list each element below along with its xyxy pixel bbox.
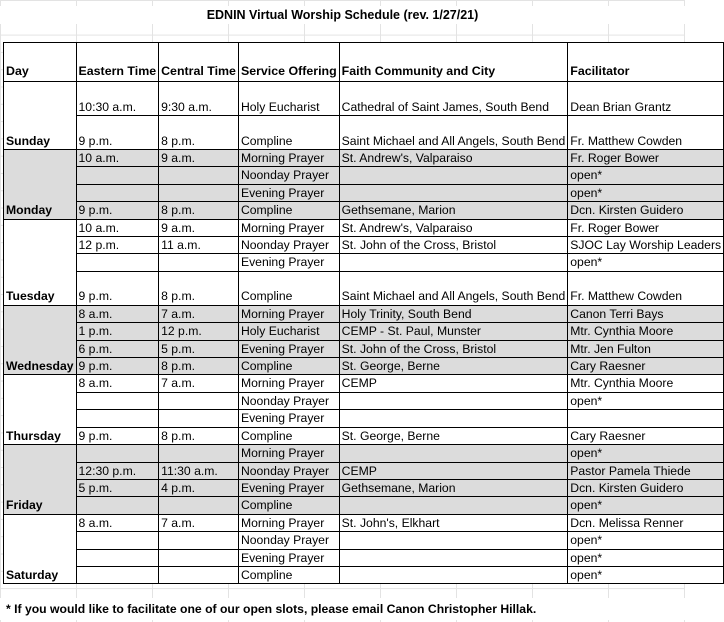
- table-row: [4, 410, 724, 427]
- community-cell: [339, 184, 568, 201]
- eastern-cell: 10:30 a.m.: [76, 82, 159, 116]
- eastern-cell: 12:30 p.m.: [76, 462, 159, 479]
- service-cell: Noonday Prayer: [238, 532, 339, 549]
- service-cell: Holy Eucharist: [238, 323, 339, 340]
- table-row: [4, 184, 724, 201]
- table-row: [4, 237, 724, 254]
- facilitator-cell: open*: [568, 254, 724, 271]
- facilitator-cell: Canon Terri Bays: [568, 305, 724, 322]
- day-cell: Wednesday: [4, 305, 77, 375]
- central-cell: [159, 410, 239, 427]
- eastern-cell: [76, 566, 159, 583]
- table-row: [4, 323, 724, 340]
- eastern-cell: 1 p.m.: [76, 323, 159, 340]
- table-row: [4, 340, 724, 357]
- day-cell: Sunday: [4, 82, 77, 150]
- facilitator-cell: Dcn. Melissa Renner: [568, 514, 724, 531]
- central-cell: [159, 167, 239, 184]
- central-cell: [159, 497, 239, 514]
- facilitator-cell: Fr. Roger Bower: [568, 150, 724, 167]
- community-cell: Cathedral of Saint James, South Bend: [339, 82, 568, 116]
- eastern-cell: 8 a.m.: [76, 514, 159, 531]
- central-cell: 7 a.m.: [159, 375, 239, 392]
- community-cell: St. Andrew's, Valparaiso: [339, 150, 568, 167]
- eastern-cell: 9 p.m.: [76, 202, 159, 219]
- service-cell: Morning Prayer: [238, 375, 339, 392]
- eastern-cell: [76, 410, 159, 427]
- eastern-cell: 9 p.m.: [76, 271, 159, 305]
- central-cell: 8 p.m.: [159, 427, 239, 444]
- community-cell: [339, 497, 568, 514]
- service-cell: Evening Prayer: [238, 549, 339, 566]
- table-row: [4, 566, 724, 583]
- service-cell: Evening Prayer: [238, 254, 339, 271]
- eastern-cell: [76, 392, 159, 409]
- facilitator-cell: Pastor Pamela Thiede: [568, 462, 724, 479]
- eastern-cell: 10 a.m.: [76, 150, 159, 167]
- community-cell: St. John's, Elkhart: [339, 514, 568, 531]
- community-cell: Holy Trinity, South Bend: [339, 305, 568, 322]
- table-row: [4, 514, 724, 531]
- central-cell: [159, 566, 239, 583]
- service-cell: Evening Prayer: [238, 340, 339, 357]
- day-cell: Friday: [4, 445, 77, 515]
- service-cell: Compline: [238, 358, 339, 375]
- footer-note: * If you would like to facilitate one of our open slots, please email Canon Christopher Hillak.: [0, 598, 685, 620]
- eastern-cell: [76, 549, 159, 566]
- service-cell: Evening Prayer: [238, 410, 339, 427]
- eastern-cell: 5 p.m.: [76, 479, 159, 496]
- eastern-cell: [76, 532, 159, 549]
- facilitator-cell: [568, 410, 724, 427]
- service-cell: Holy Eucharist: [238, 82, 339, 116]
- central-cell: [159, 532, 239, 549]
- community-cell: Gethsemane, Marion: [339, 202, 568, 219]
- day-cell: Saturday: [4, 514, 77, 584]
- central-cell: 9 a.m.: [159, 219, 239, 236]
- schedule-body: [4, 82, 724, 584]
- central-cell: 7 a.m.: [159, 514, 239, 531]
- community-cell: [339, 532, 568, 549]
- community-cell: St. George, Berne: [339, 358, 568, 375]
- service-cell: Noonday Prayer: [238, 237, 339, 254]
- community-cell: St. John of the Cross, Bristol: [339, 237, 568, 254]
- service-cell: Evening Prayer: [238, 184, 339, 201]
- eastern-cell: [76, 167, 159, 184]
- facilitator-cell: open*: [568, 497, 724, 514]
- central-cell: 7 a.m.: [159, 305, 239, 322]
- page-title: EDNIN Virtual Worship Schedule (rev. 1/27/21): [0, 6, 685, 24]
- table-row: [4, 497, 724, 514]
- service-cell: Morning Prayer: [238, 445, 339, 462]
- community-cell: St. George, Berne: [339, 427, 568, 444]
- table-row: [4, 358, 724, 375]
- day-cell: Tuesday: [4, 219, 77, 305]
- eastern-cell: 9 p.m.: [76, 427, 159, 444]
- facilitator-cell: Dcn. Kirsten Guidero: [568, 479, 724, 496]
- facilitator-cell: Mtr. Jen Fulton: [568, 340, 724, 357]
- table-row: [4, 150, 724, 167]
- central-cell: 8 p.m.: [159, 358, 239, 375]
- central-cell: 8 p.m.: [159, 202, 239, 219]
- facilitator-cell: Fr. Roger Bower: [568, 219, 724, 236]
- community-cell: [339, 445, 568, 462]
- service-cell: Morning Prayer: [238, 150, 339, 167]
- central-cell: 9 a.m.: [159, 150, 239, 167]
- table-row: [4, 462, 724, 479]
- table-row: [4, 549, 724, 566]
- table-row: [4, 427, 724, 444]
- community-cell: Gethsemane, Marion: [339, 479, 568, 496]
- central-cell: 11:30 a.m.: [159, 462, 239, 479]
- community-cell: Saint Michael and All Angels, South Bend: [339, 271, 568, 305]
- header-facilitator: Facilitator: [568, 43, 724, 82]
- community-cell: Saint Michael and All Angels, South Bend: [339, 116, 568, 150]
- central-cell: [159, 445, 239, 462]
- central-cell: 12 p.m.: [159, 323, 239, 340]
- facilitator-cell: Dcn. Kirsten Guidero: [568, 202, 724, 219]
- service-cell: Evening Prayer: [238, 479, 339, 496]
- eastern-cell: 8 a.m.: [76, 375, 159, 392]
- table-row: [4, 305, 724, 322]
- central-cell: 5 p.m.: [159, 340, 239, 357]
- central-cell: 11 a.m.: [159, 237, 239, 254]
- eastern-cell: 10 a.m.: [76, 219, 159, 236]
- service-cell: Compline: [238, 116, 339, 150]
- facilitator-cell: open*: [568, 566, 724, 583]
- table-row: [4, 445, 724, 462]
- facilitator-cell: open*: [568, 167, 724, 184]
- community-cell: [339, 392, 568, 409]
- service-cell: Compline: [238, 427, 339, 444]
- service-cell: Compline: [238, 497, 339, 514]
- table-row: [4, 375, 724, 392]
- service-cell: Noonday Prayer: [238, 462, 339, 479]
- community-cell: CEMP - St. Paul, Munster: [339, 323, 568, 340]
- central-cell: 8 p.m.: [159, 116, 239, 150]
- facilitator-cell: open*: [568, 184, 724, 201]
- service-cell: Compline: [238, 271, 339, 305]
- facilitator-cell: Dean Brian Grantz: [568, 82, 724, 116]
- central-cell: 4 p.m.: [159, 479, 239, 496]
- community-cell: [339, 410, 568, 427]
- table-row: [4, 271, 724, 305]
- table-row: [4, 392, 724, 409]
- facilitator-cell: open*: [568, 549, 724, 566]
- eastern-cell: [76, 497, 159, 514]
- facilitator-cell: Fr. Matthew Cowden: [568, 271, 724, 305]
- eastern-cell: [76, 445, 159, 462]
- eastern-cell: 9 p.m.: [76, 358, 159, 375]
- community-cell: [339, 254, 568, 271]
- day-cell: Thursday: [4, 375, 77, 445]
- table-row: [4, 532, 724, 549]
- facilitator-cell: open*: [568, 532, 724, 549]
- community-cell: St. Andrew's, Valparaiso: [339, 219, 568, 236]
- service-cell: Noonday Prayer: [238, 167, 339, 184]
- table-row: [4, 219, 724, 236]
- central-cell: [159, 549, 239, 566]
- header-row: [4, 43, 724, 82]
- service-cell: Compline: [238, 202, 339, 219]
- central-cell: [159, 254, 239, 271]
- community-cell: [339, 549, 568, 566]
- eastern-cell: 9 p.m.: [76, 116, 159, 150]
- central-cell: 8 p.m.: [159, 271, 239, 305]
- day-cell: Monday: [4, 150, 77, 220]
- facilitator-cell: open*: [568, 392, 724, 409]
- header-day: Day: [4, 43, 77, 82]
- header-central-time: Central Time: [159, 43, 239, 82]
- service-cell: Morning Prayer: [238, 219, 339, 236]
- community-cell: CEMP: [339, 375, 568, 392]
- header-faith-community: Faith Community and City: [339, 43, 568, 82]
- eastern-cell: 6 p.m.: [76, 340, 159, 357]
- eastern-cell: [76, 184, 159, 201]
- table-row: [4, 82, 724, 116]
- schedule-table: [3, 42, 724, 584]
- central-cell: 9:30 a.m.: [159, 82, 239, 116]
- facilitator-cell: open*: [568, 445, 724, 462]
- table-row: [4, 479, 724, 496]
- service-cell: Morning Prayer: [238, 305, 339, 322]
- facilitator-cell: Mtr. Cynthia Moore: [568, 375, 724, 392]
- facilitator-cell: SJOC Lay Worship Leaders: [568, 237, 724, 254]
- eastern-cell: 12 p.m.: [76, 237, 159, 254]
- header-service-offering: Service Offering: [238, 43, 339, 82]
- central-cell: [159, 184, 239, 201]
- service-cell: Noonday Prayer: [238, 392, 339, 409]
- service-cell: Compline: [238, 566, 339, 583]
- table-row: [4, 116, 724, 150]
- facilitator-cell: Fr. Matthew Cowden: [568, 116, 724, 150]
- central-cell: [159, 392, 239, 409]
- facilitator-cell: Cary Raesner: [568, 427, 724, 444]
- community-cell: [339, 167, 568, 184]
- community-cell: CEMP: [339, 462, 568, 479]
- service-cell: Morning Prayer: [238, 514, 339, 531]
- table-row: [4, 167, 724, 184]
- eastern-cell: 8 a.m.: [76, 305, 159, 322]
- facilitator-cell: Mtr. Cynthia Moore: [568, 323, 724, 340]
- community-cell: St. John of the Cross, Bristol: [339, 340, 568, 357]
- table-row: [4, 254, 724, 271]
- header-eastern-time: Eastern Time: [76, 43, 159, 82]
- eastern-cell: [76, 254, 159, 271]
- table-row: [4, 202, 724, 219]
- facilitator-cell: Cary Raesner: [568, 358, 724, 375]
- community-cell: [339, 566, 568, 583]
